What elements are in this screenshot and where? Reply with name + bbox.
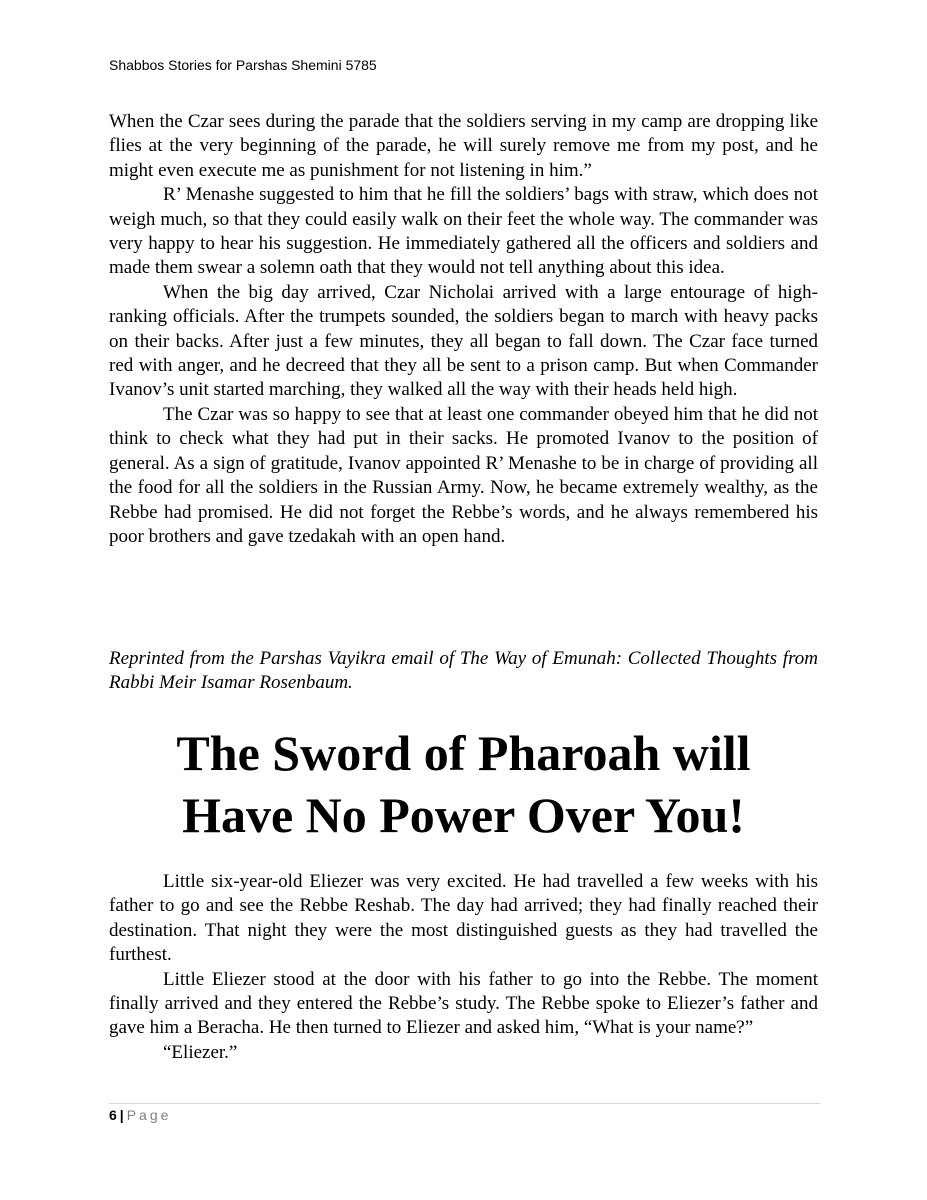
story-one-paragraph: R’ Menashe suggested to him that he fill the soldiers’ bags with straw, which does not weigh much, so that they could easily walk on their feet the whole way. The commander was very happy to hear his suggestion. He immediately gathered all the officers and soldiers and made them swear a solemn oath that they would not tell anything about this idea.: [109, 184, 818, 279]
story-one-paragraph: When the big day arrived, Czar Nicholai arrived with a large entourage of high-ranking officials. After the trumpets sounded, the soldiers began to march with heavy packs on their backs. After just a few minutes, they all began to fall down. The Czar face turned red with anger, and he decreed that they all be sent to a prison camp. But when Commander Ivanov’s unit started marching, they walked all the way with their heads held high.: [109, 281, 818, 401]
story-two-paragraph: “Eliezer.”: [163, 1041, 238, 1063]
story-two-body: [109, 870, 818, 1065]
story-two-paragraph: Little Eliezer stood at the door with his father to go into the Rebbe. The moment finally arrived and they entered the Rebbe’s study. The Rebbe spoke to Eliezer’s father and gave him a Beracha. He then turned to Eliezer and asked him, “What is your name?”: [109, 968, 818, 1039]
article-title: [109, 722, 818, 846]
article-title-line-2: Have No Power Over You!: [182, 787, 745, 843]
running-header: Shabbos Stories for Parshas Shemini 5785: [109, 57, 377, 73]
page-footer: [109, 1106, 171, 1124]
page-number: 6: [109, 1107, 117, 1123]
reprint-note: Reprinted from the Parshas Vayikra email of The Way of Emunah: Collected Thoughts from Rabbi Meir Isamar Rosenbaum.: [109, 648, 818, 694]
article-title-line-1: The Sword of Pharoah will: [176, 725, 751, 781]
page-label: Page: [126, 1107, 172, 1123]
story-one-body: [109, 110, 818, 549]
story-one-paragraph: The Czar was so happy to see that at least one commander obeyed him that he did not think to check what they had put in their sacks. He promoted Ivanov to the position of general. As a sign of gratitude, Ivanov appointed R’ Menashe to be in charge of providing all the food for all the soldiers in the Russian Army. Now, he became extremely wealthy, as the Rebbe had promised. He did not forget the Rebbe’s words, and he always remembered his poor brothers and gave tzedakah with an open hand.: [109, 403, 818, 547]
story-one-paragraph: When the Czar sees during the parade that the soldiers serving in my camp are dropping like flies at the very beginning of the parade, he will surely remove me from my post, and he might even execute me as punishment for not listening in him.”: [109, 111, 818, 181]
footer-divider: [109, 1103, 820, 1104]
story-two-paragraph: Little six-year-old Eliezer was very excited. He had travelled a few weeks with his father to go and see the Rebbe Reshab. The day had arrived; they had finally reached their destination. That night they were the most distinguished guests as they had travelled the furthest.: [109, 871, 818, 966]
page-separator: |: [119, 1107, 124, 1123]
